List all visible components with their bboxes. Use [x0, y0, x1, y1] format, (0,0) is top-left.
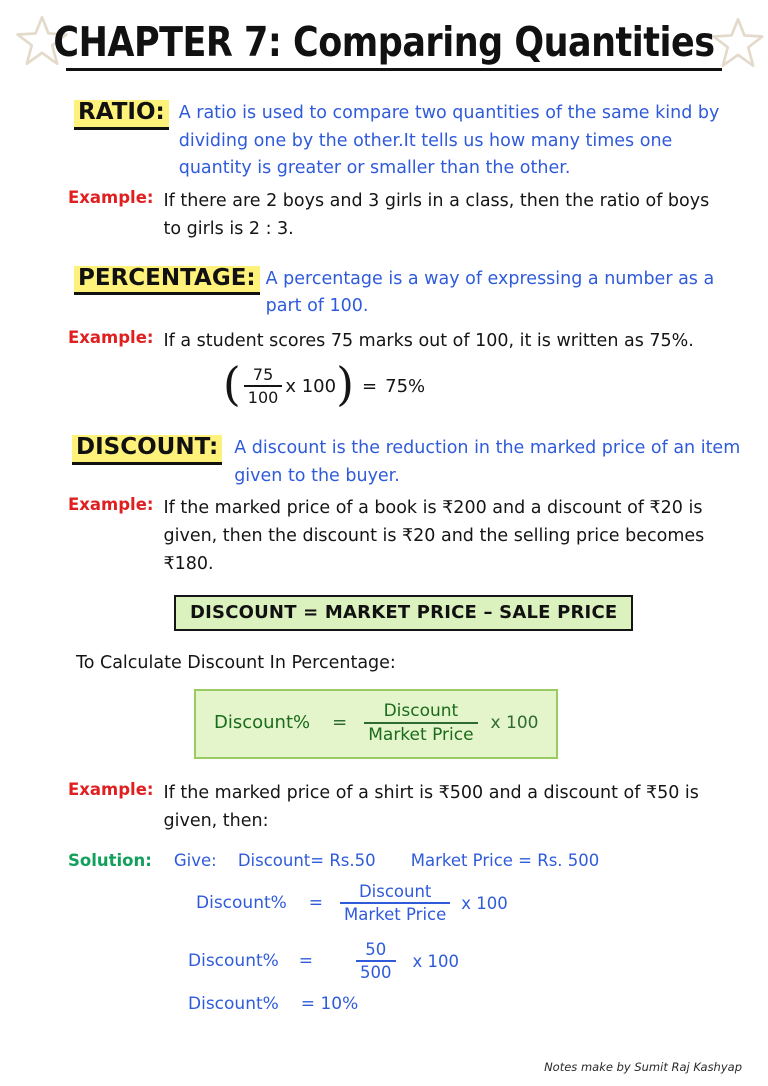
solution-step-3: [188, 994, 744, 1014]
fraction-multiplier: x 100: [490, 712, 539, 733]
ratio-heading: RATIO:: [74, 100, 169, 130]
solution-step-1: [196, 882, 744, 924]
percentage-example-text: If a student scores 75 marks out of 100, it is written as 75%.: [163, 330, 694, 351]
formula-equals: =: [362, 375, 378, 397]
shirt-example-label: Example:: [68, 779, 154, 799]
step1-equals: =: [308, 893, 324, 914]
solution-block: [68, 851, 744, 1014]
solution-given-row: [68, 851, 744, 870]
step3-result: = 10%: [300, 994, 359, 1015]
discount-example-text: If the marked price of a book is ₹200 and a discount of ₹20 is given, then the discount is ₹20 and the selling price becomes ₹180.: [163, 497, 705, 575]
fraction-denominator: 500: [356, 960, 396, 982]
ratio-definition: A ratio is used to compare two quantities of the same kind by dividing one by the other.It tells us how many times one quantity is greater or smaller than the other.: [178, 103, 720, 179]
discount-percent-label: Discount%: [214, 712, 311, 734]
page-title: CHAPTER 7: Comparing Quantities: [53, 19, 715, 67]
ratio-example-text: If there are 2 boys and 3 girls in a class, then the ratio of boys to girls is 2 : 3.: [163, 190, 710, 240]
shirt-example-text: If the marked price of a shirt is ₹500 and a discount of ₹50 is given, then:: [163, 782, 699, 831]
fraction-numerator: Discount: [358, 882, 432, 902]
percentage-heading-row: [74, 266, 744, 321]
fraction-multiplier: x 100: [412, 951, 460, 971]
fraction-numerator: 50: [365, 940, 387, 960]
fraction: [340, 882, 450, 924]
open-paren: (: [222, 357, 241, 412]
discount-heading: DISCOUNT:: [72, 435, 222, 465]
percentage-example-row: [68, 327, 744, 355]
discount-example-label: Example:: [68, 494, 154, 514]
section-ratio: [24, 100, 744, 244]
formula-result: 75%: [385, 375, 426, 397]
fraction-numerator: Discount: [383, 700, 459, 721]
percentage-example-label: Example:: [68, 327, 154, 347]
step1-label: Discount%: [196, 893, 287, 914]
ratio-example-label: Example:: [68, 187, 154, 207]
step3-label: Discount%: [188, 994, 279, 1015]
solution-given-values: [174, 851, 629, 870]
percentage-heading: PERCENTAGE:: [74, 266, 260, 296]
shirt-example-row: [68, 779, 744, 836]
formula-multiplier: x 100: [285, 375, 337, 397]
section-discount: [24, 435, 744, 1014]
discount-formula-box: DISCOUNT = MARKET PRICE – SALE PRICE: [174, 595, 633, 631]
discount-example-row: [68, 494, 744, 579]
title-underline: [66, 68, 722, 71]
page-content: [0, 100, 768, 1014]
close-paren: ): [336, 357, 355, 412]
fraction-multiplier: x 100: [461, 893, 508, 913]
percentage-formula: [24, 357, 624, 412]
ratio-example-row: [68, 187, 744, 244]
percentage-fraction: [241, 365, 336, 407]
give-label: Give:: [173, 851, 217, 871]
page-header: [0, 0, 768, 86]
fraction: [244, 365, 283, 407]
discount-percent-equals: =: [332, 712, 348, 734]
footer-credit: Notes make by Sumit Raj Kashyap: [544, 1060, 742, 1074]
step2-equals: =: [298, 951, 314, 972]
discount-definition: A discount is the reduction in the marked price of an item given to the buyer.: [234, 438, 741, 486]
percentage-definition: A percentage is a way of expressing a number as a part of 100.: [265, 268, 715, 317]
discount-calc-heading: To Calculate Discount In Percentage:: [76, 652, 396, 673]
fraction-denominator: 100: [244, 385, 283, 407]
discount-heading-row: [72, 435, 744, 490]
discount-percent-formula-box: [194, 689, 558, 759]
fraction: [364, 701, 477, 745]
fraction-denominator: Market Price: [364, 722, 477, 745]
fraction: [356, 940, 396, 982]
given-discount: Discount= Rs.50: [237, 851, 376, 871]
ratio-heading-row: [74, 100, 744, 183]
fraction-numerator: 75: [252, 365, 274, 385]
step2-label: Discount%: [188, 951, 279, 972]
fraction-denominator: Market Price: [340, 902, 450, 924]
solution-label: Solution:: [68, 851, 152, 871]
section-percentage: [24, 264, 744, 412]
solution-step-2: [188, 940, 744, 982]
given-market-price: Market Price = Rs. 500: [410, 851, 600, 871]
star-icon: [710, 16, 766, 70]
